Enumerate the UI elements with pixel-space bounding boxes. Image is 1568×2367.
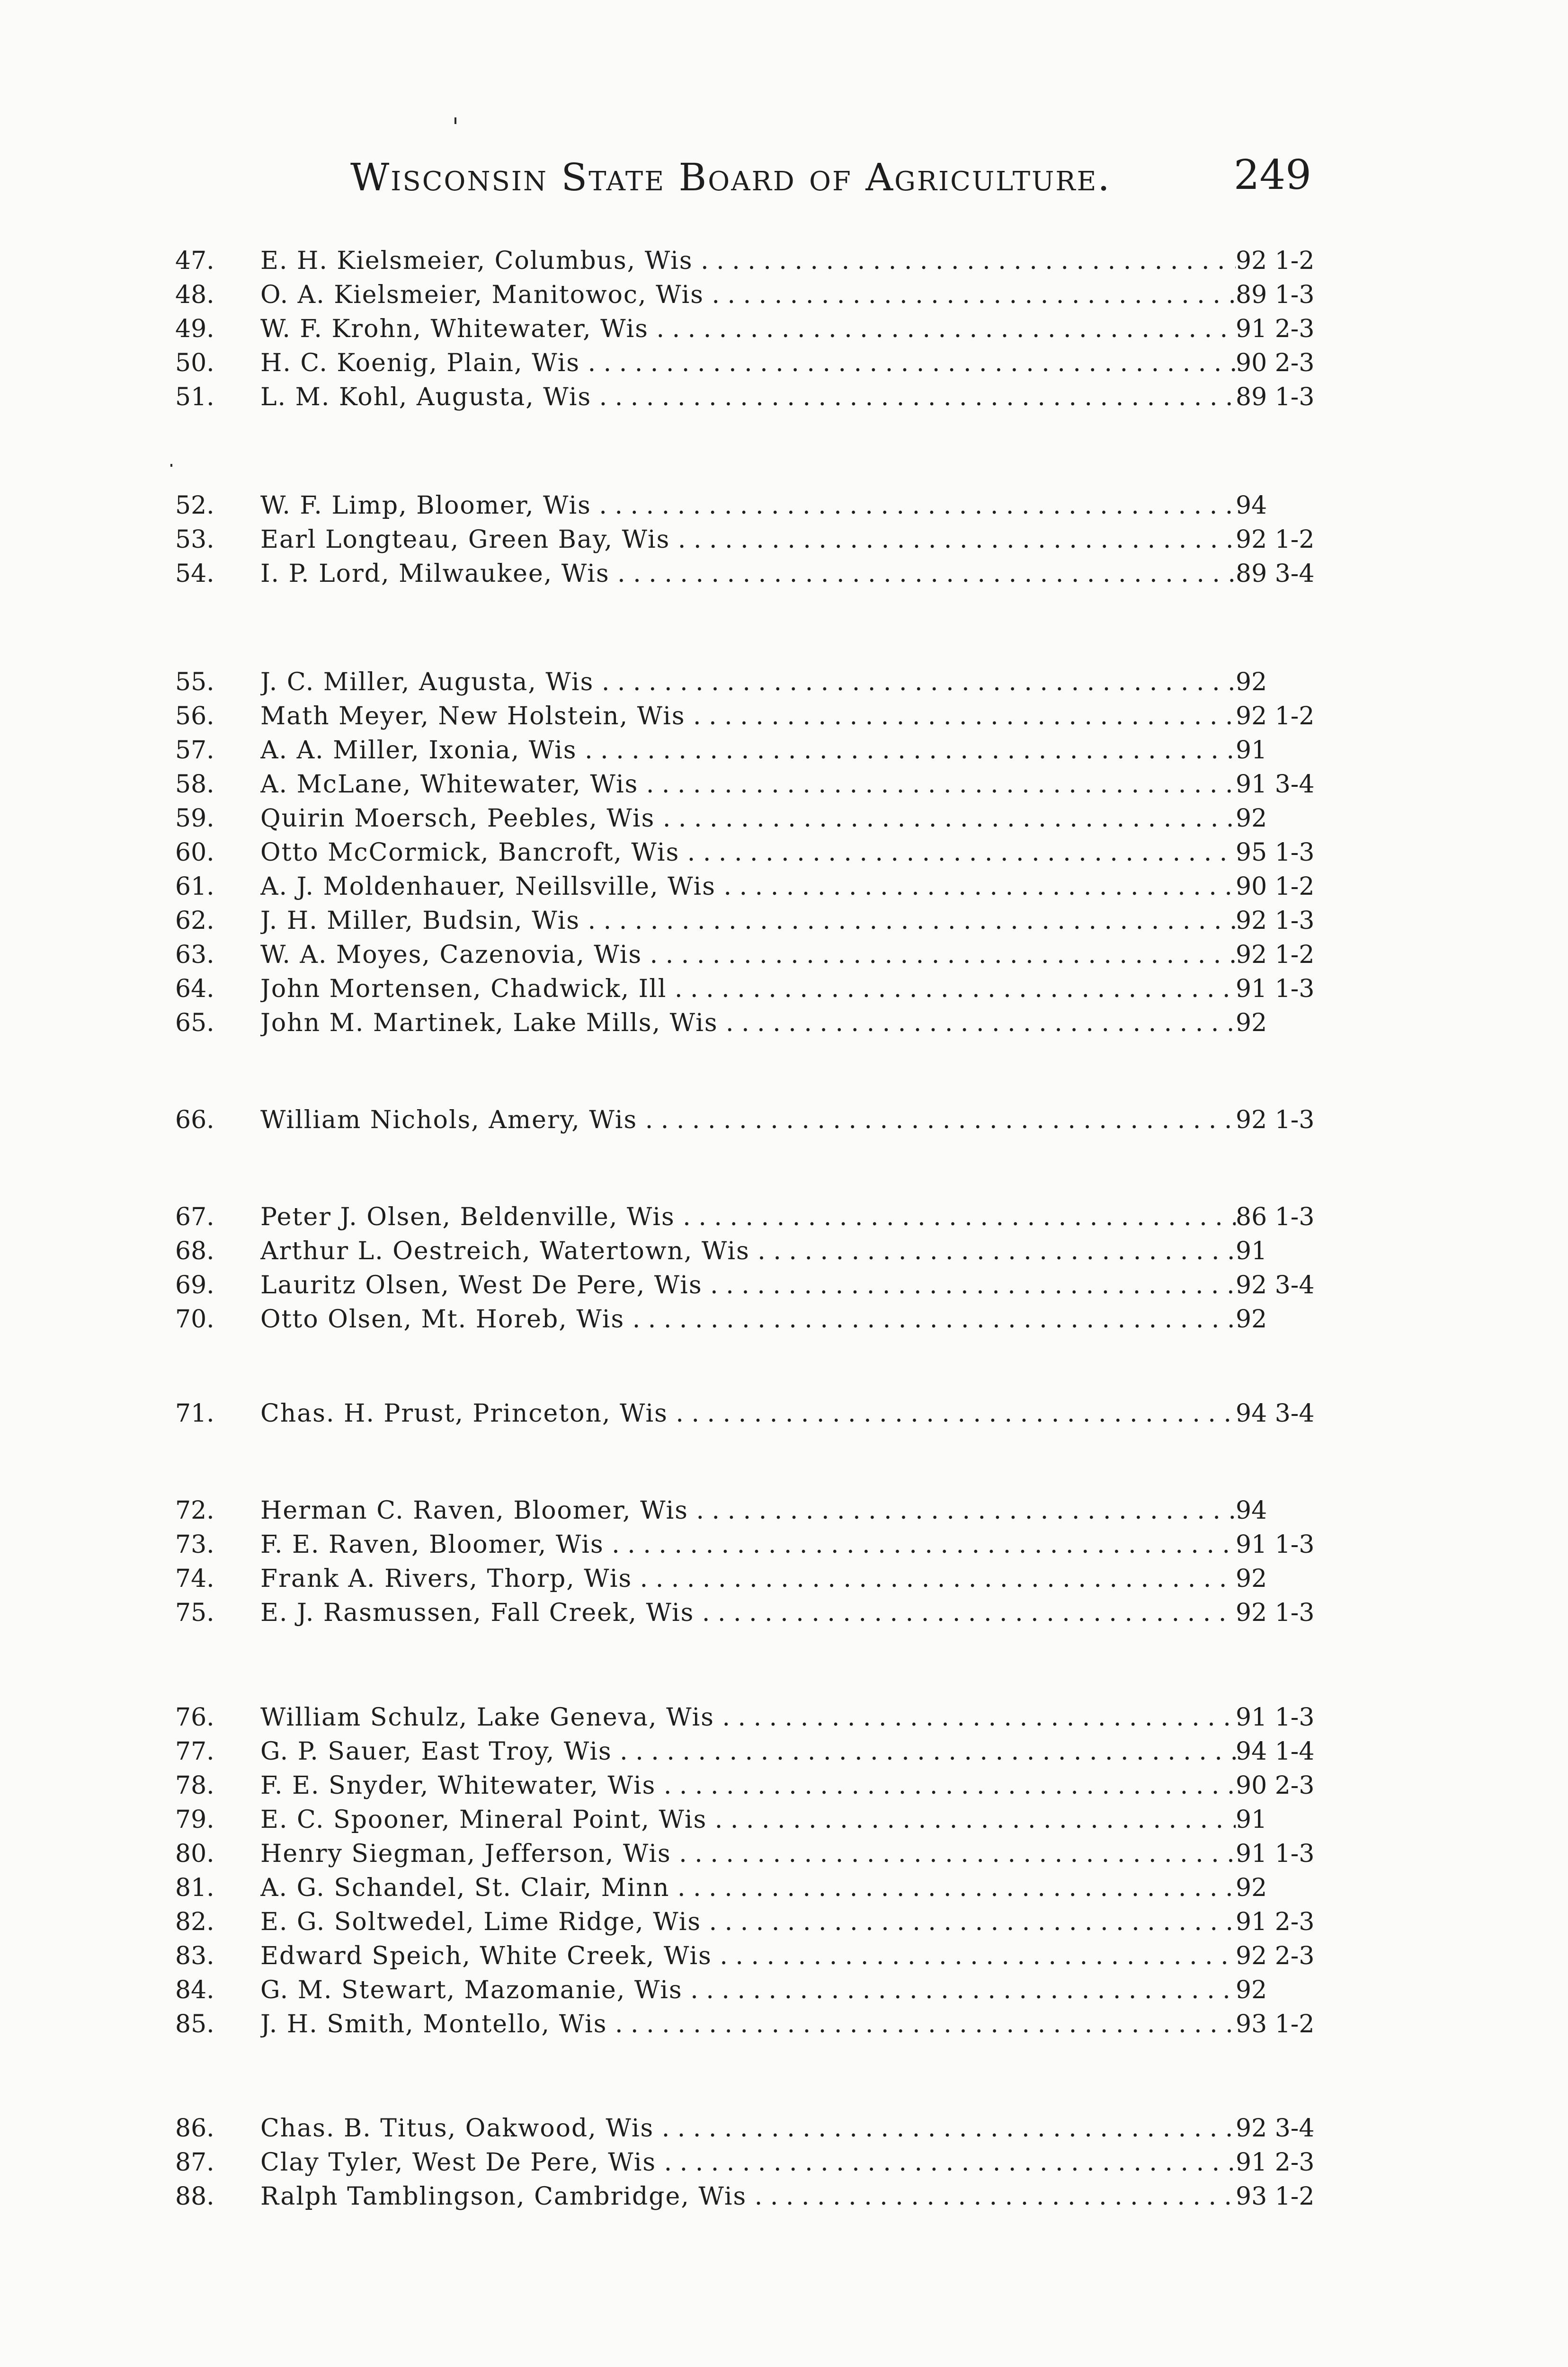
list-item [175,1494,1335,1528]
entry-score: 90 2-3 [1236,349,1315,377]
entry-score: 92 [1236,668,1267,696]
entry-score: 91 1-3 [1236,1531,1315,1559]
entry-number: 62. [175,907,214,935]
entry-number: 78. [175,1771,214,1800]
entry-score: 91 1-3 [1236,1840,1315,1868]
entry-number: 76. [175,1703,214,1732]
entry-number: 55. [175,668,214,696]
entry-number: 66. [175,1106,214,1134]
entry-number: 88. [175,2182,214,2211]
entry-number: 72. [175,1496,214,1525]
list-item [175,801,1335,836]
entry-score: 91 2-3 [1236,2148,1315,2177]
entry-score: 92 [1236,804,1267,833]
entry-number: 53. [175,525,214,554]
list-item [175,972,1335,1006]
entry-score: 89 1-3 [1236,383,1315,411]
entry-number: 86. [175,2114,214,2143]
entry-score: 95 1-3 [1236,838,1315,867]
entry-score: 91 1-3 [1236,1703,1315,1732]
entry-number: 64. [175,975,214,1003]
entry-name: E. J. Rasmussen, Fall Creek, Wis . . . [260,1596,1236,1630]
entry-score: 92 3-4 [1236,1271,1315,1299]
entry-score: 94 [1236,491,1267,520]
entry-number: 74. [175,1565,214,1593]
list-item [175,489,1335,523]
list-item [175,1803,1335,1837]
entry-number: 71. [175,1399,214,1428]
entry-name: Quirin Moersch, Peebles, Wis . . . [260,801,1236,836]
entry-name: Otto McCormick, Bancroft, Wis . . . [260,836,1236,870]
list-item [175,699,1335,733]
entry-score: 92 [1236,1565,1267,1593]
entry-score: 86 1-3 [1236,1203,1315,1231]
entry-score: 92 [1236,1976,1267,2004]
entry-score: 92 1-3 [1236,1599,1315,1627]
list-item [175,1700,1335,1735]
entry-name: Frank A. Rivers, Thorp, Wis . . . [260,1562,1236,1596]
entry-score: 94 3-4 [1236,1399,1315,1428]
list-item [175,836,1335,870]
entry-number: 58. [175,770,214,799]
entry-number: 63. [175,941,214,969]
entry-score: 92 1-2 [1236,941,1315,969]
entry-name: E. H. Kielsmeier, Columbus, Wis . . . [260,244,1236,278]
entry-name: Lauritz Olsen, West De Pere, Wis . . . [260,1268,1236,1302]
entry-name: Peter J. Olsen, Beldenville, Wis . . . [260,1200,1236,1234]
entry-score: 89 1-3 [1236,281,1315,309]
entry-name: William Nichols, Amery, Wis . . . [260,1103,1236,1137]
entry-name: W. F. Limp, Bloomer, Wis . . . [260,489,1236,523]
list-item [175,1905,1335,1939]
entry-name: Clay Tyler, West De Pere, Wis . . . [260,2145,1236,2180]
list-item [175,2180,1335,2214]
entry-name: A. McLane, Whitewater, Wis . . . [260,767,1236,801]
entry-number: 51. [175,383,214,411]
entry-number: 69. [175,1271,214,1299]
list-item [175,523,1335,557]
entry-number: 79. [175,1806,214,1834]
entry-name: Math Meyer, New Holstein, Wis . . . [260,699,1236,733]
entry-number: 87. [175,2148,214,2177]
page-title: Wisconsin State Board of Agriculture. [350,155,1111,199]
entry-name: J. H. Smith, Montello, Wis . . . [260,2007,1236,2041]
entry-name: Henry Siegman, Jefferson, Wis . . . [260,1837,1236,1871]
entry-score: 94 [1236,1496,1267,1525]
entry-score: 89 3-4 [1236,560,1315,588]
entry-name: G. P. Sauer, East Troy, Wis . . . [260,1735,1236,1769]
entry-score: 94 1-4 [1236,1737,1315,1766]
list-item [175,1769,1335,1803]
list-item [175,1397,1335,1431]
list-item [175,904,1335,938]
entry-name: Chas. H. Prust, Princeton, Wis . . . [260,1397,1236,1431]
entry-number: 67. [175,1203,214,1231]
list-item [175,1596,1335,1630]
list-item [175,1837,1335,1871]
list-item [175,1735,1335,1769]
entry-score: 92 1-3 [1236,1106,1315,1134]
entry-name: Ralph Tamblingson, Cambridge, Wis . . . [260,2180,1236,2214]
list-item [175,1973,1335,2007]
entry-number: 57. [175,736,214,765]
entry-number: 68. [175,1237,214,1265]
entry-name: Chas. B. Titus, Oakwood, Wis . . . [260,2111,1236,2145]
entry-number: 65. [175,1009,214,1037]
entry-name: Edward Speich, White Creek, Wis . . . [260,1939,1236,1973]
entry-name: John M. Martinek, Lake Mills, Wis . . . [260,1006,1236,1040]
entry-number: 85. [175,2010,214,2038]
list-item [175,1302,1335,1336]
entry-score: 91 3-4 [1236,770,1315,799]
entry-name: Earl Longteau, Green Bay, Wis . . . [260,523,1236,557]
entry-score: 91 1-3 [1236,975,1315,1003]
entry-score: 92 1-2 [1236,702,1315,730]
list-item [175,1939,1335,1973]
entry-number: 83. [175,1942,214,1970]
entry-score: 92 [1236,1874,1267,1902]
list-item [175,1528,1335,1562]
entry-number: 52. [175,491,214,520]
entry-name: O. A. Kielsmeier, Manitowoc, Wis . . . [260,278,1236,312]
entry-number: 82. [175,1908,214,1936]
entry-name: A. A. Miller, Ixonia, Wis . . . [260,733,1236,767]
entry-score: 91 2-3 [1236,1908,1315,1936]
entry-number: 84. [175,1976,214,2004]
list-item [175,2145,1335,2180]
list-item [175,938,1335,972]
entry-name: F. E. Raven, Bloomer, Wis . . . [260,1528,1236,1562]
entry-name: H. C. Koenig, Plain, Wis . . . [260,346,1236,380]
entry-score: 90 1-2 [1236,872,1315,901]
entry-name: William Schulz, Lake Geneva, Wis . . . [260,1700,1236,1735]
entry-score: 92 [1236,1009,1267,1037]
entry-name: L. M. Kohl, Augusta, Wis . . . [260,380,1236,414]
list-item [175,380,1335,414]
list-item [175,2111,1335,2145]
list-item [175,278,1335,312]
list-item [175,1268,1335,1302]
entry-number: 80. [175,1840,214,1868]
entry-name: E. G. Soltwedel, Lime Ridge, Wis . . . [260,1905,1236,1939]
list-item [175,346,1335,380]
entry-score: 92 1-2 [1236,525,1315,554]
entry-number: 75. [175,1599,214,1627]
entry-number: 70. [175,1305,214,1334]
entry-name: A. J. Moldenhauer, Neillsville, Wis . . . [260,870,1236,904]
entry-score: 92 3-4 [1236,2114,1315,2143]
entry-number: 54. [175,560,214,588]
list-item [175,1006,1335,1040]
entry-score: 93 1-2 [1236,2010,1315,2038]
entry-name: G. M. Stewart, Mazomanie, Wis . . . [260,1973,1236,2007]
entry-score: 92 1-3 [1236,907,1315,935]
entry-name: A. G. Schandel, St. Clair, Minn . . . [260,1871,1236,1905]
entry-name: J. C. Miller, Augusta, Wis . . . [260,665,1236,699]
entry-name: I. P. Lord, Milwaukee, Wis . . . [260,557,1236,591]
list-item [175,1103,1335,1137]
entry-number: 49. [175,315,214,343]
entry-number: 48. [175,281,214,309]
entry-name: W. A. Moyes, Cazenovia, Wis . . . [260,938,1236,972]
entry-number: 56. [175,702,214,730]
entry-number: 61. [175,872,214,901]
entry-score: 91 2-3 [1236,315,1315,343]
entry-name: John Mortensen, Chadwick, Ill . . . [260,972,1236,1006]
entry-number: 59. [175,804,214,833]
entry-name: Arthur L. Oestreich, Watertown, Wis . . . [260,1234,1236,1268]
entry-score: 92 [1236,1305,1267,1334]
entry-score: 93 1-2 [1236,2182,1315,2211]
entry-score: 91 [1236,1806,1267,1834]
entry-name: J. H. Miller, Budsin, Wis . . . [260,904,1236,938]
entry-name: F. E. Snyder, Whitewater, Wis . . . [260,1769,1236,1803]
entry-score: 90 2-3 [1236,1771,1315,1800]
entry-name: Herman C. Raven, Bloomer, Wis . . . [260,1494,1236,1528]
entry-score: 92 2-3 [1236,1942,1315,1970]
entry-number: 81. [175,1874,214,1902]
list-item [175,1871,1335,1905]
entry-number: 60. [175,838,214,867]
list-item [175,312,1335,346]
entry-number: 73. [175,1531,214,1559]
list-item [175,767,1335,801]
list-item [175,870,1335,904]
list-item [175,2007,1335,2041]
entry-name: Otto Olsen, Mt. Horeb, Wis . . . [260,1302,1236,1336]
entry-number: 77. [175,1737,214,1766]
page-number: 249 [1233,151,1311,199]
list-item [175,1234,1335,1268]
list-item [175,244,1335,278]
list-item [175,665,1335,699]
entry-name: E. C. Spooner, Mineral Point, Wis . . . [260,1803,1236,1837]
entry-number: 47. [175,247,214,275]
list-item [175,733,1335,767]
entry-score: 92 1-2 [1236,247,1315,275]
list-item [175,1562,1335,1596]
entry-number: 50. [175,349,214,377]
list-item [175,1200,1335,1234]
entry-score: 91 [1236,1237,1267,1265]
entry-name: W. F. Krohn, Whitewater, Wis . . . [260,312,1236,346]
list-item [175,557,1335,591]
entry-score: 91 [1236,736,1267,765]
